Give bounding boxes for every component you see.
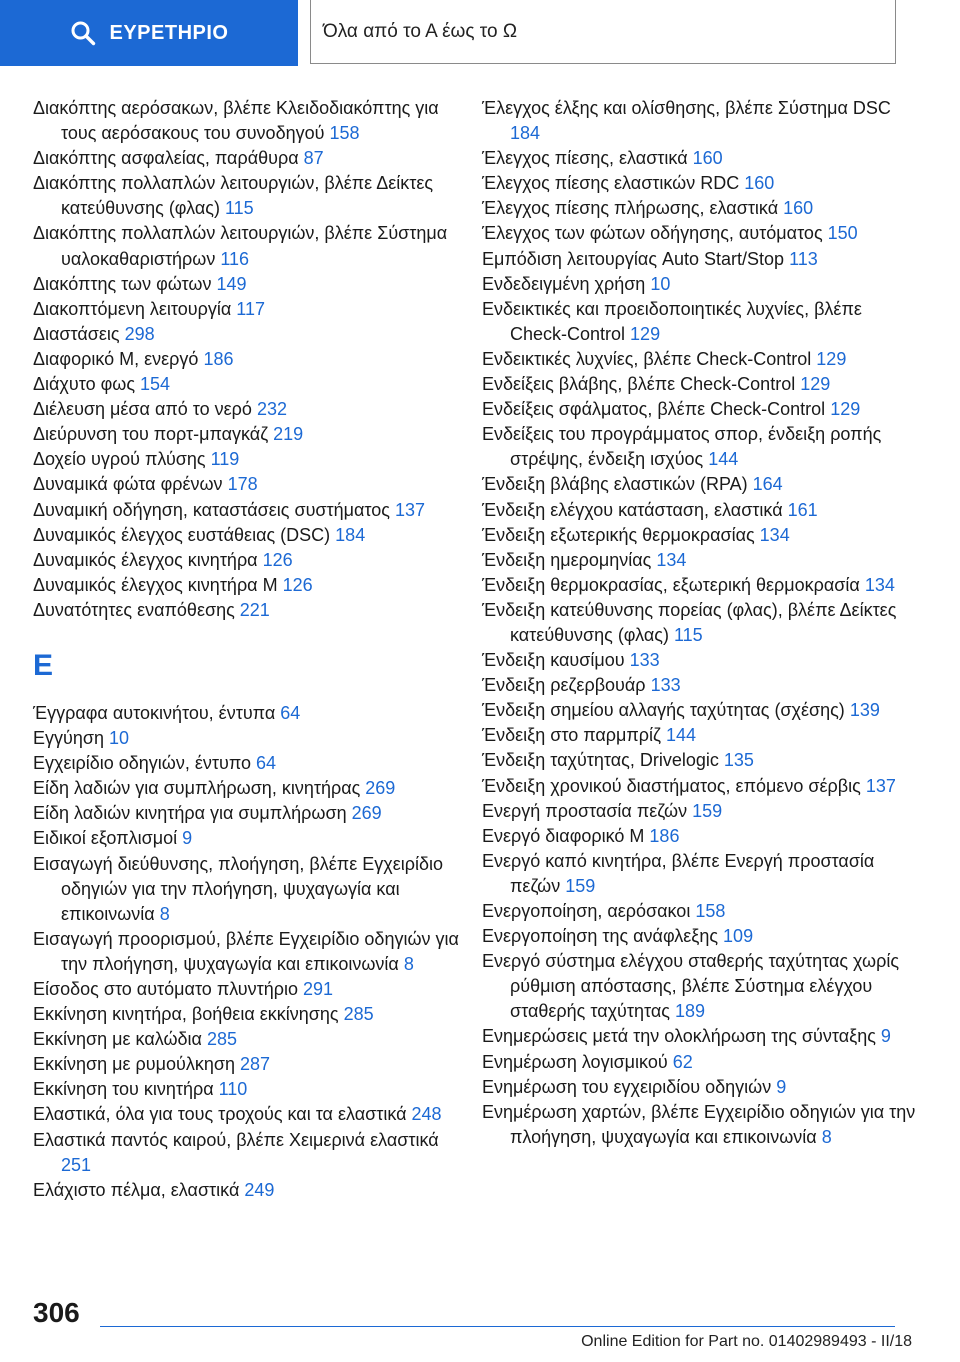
page-link[interactable]: 134	[864, 574, 895, 595]
page-link[interactable]: 9	[776, 1076, 787, 1097]
index-entry-text: Ένδειξη ημερομηνίας	[482, 549, 657, 570]
index-entry	[33, 397, 463, 422]
page-link[interactable]: 269	[351, 803, 382, 824]
index-entry-text: Έλεγχος πίεσης ελαστικών RDC	[482, 173, 745, 194]
index-entry	[33, 1128, 463, 1178]
page-link[interactable]: 158	[329, 123, 360, 144]
index-column-left	[33, 96, 463, 1203]
index-entry-text: Εκκίνηση με καλώδια	[33, 1029, 207, 1050]
page-link[interactable]: 160	[744, 173, 775, 194]
page-link[interactable]: 139	[849, 700, 880, 721]
index-entry-text: Ελάχιστο πέλμα, ελαστικά	[33, 1179, 245, 1200]
index-entry-text: Ειδικοί εξοπλισμοί	[33, 828, 183, 849]
index-entry	[482, 849, 922, 899]
page-link[interactable]: 8	[159, 903, 170, 924]
index-entry	[482, 347, 922, 372]
index-entry-text: Ενεργοποίηση, αερόσακοι	[482, 901, 696, 921]
index-entry	[482, 598, 922, 648]
index-entry	[482, 221, 922, 246]
index-entry	[33, 472, 463, 497]
index-entry	[33, 322, 463, 347]
index-entry-text: Ένδειξη καυσίμου	[482, 650, 630, 671]
page-link[interactable]: 249	[244, 1179, 275, 1200]
index-entry-text: Διακοπτόμενη λειτουργία	[33, 298, 237, 319]
page-link[interactable]: 115	[673, 624, 703, 645]
index-entry	[33, 498, 463, 523]
page-link[interactable]: 221	[239, 599, 270, 620]
page-link[interactable]: 133	[629, 650, 660, 671]
page-link[interactable]: 119	[210, 449, 240, 470]
page-link[interactable]: 8	[821, 1126, 832, 1147]
index-entry-text: Διέλευση μέσα από το νερό	[33, 399, 257, 420]
index-entry	[482, 748, 922, 773]
index-entry	[482, 247, 922, 272]
page-link[interactable]: 298	[124, 323, 155, 344]
a-to-z-tab[interactable]	[310, 0, 896, 64]
page-number: 306	[33, 1297, 80, 1328]
page-link[interactable]: 159	[692, 800, 723, 821]
index-entry	[482, 272, 922, 297]
page-link[interactable]: 10	[108, 728, 130, 749]
section-letter-heading: E	[33, 648, 54, 682]
index-entry-text: Δυνατότητες εναπόθεσης	[33, 599, 240, 620]
index-entry-text: Διακόπτης πολλαπλών λειτουργιών, βλέπε Σύστημα υαλοκαθαριστήρων	[33, 223, 448, 269]
index-entry-text: Ένδειξη βλάβης ελαστικών (RPA)	[482, 474, 753, 495]
index-entry	[482, 397, 922, 422]
index-entry	[482, 523, 922, 548]
index-entry	[482, 196, 922, 221]
footer-divider	[100, 1326, 895, 1327]
index-entry-text: Ένδειξη στο παρμπρίζ	[482, 725, 666, 746]
index-tab-label: ΕΥΡΕΤΗΡΙΟ	[109, 21, 229, 44]
index-entry	[482, 472, 922, 497]
index-entry	[33, 548, 463, 573]
index-entry	[33, 1002, 463, 1027]
index-entry-text: Ένδειξη χρονικού διαστήματος, επόμενο σέρβις	[482, 775, 866, 796]
index-entry	[33, 977, 463, 1002]
index-entry-text: Ένδειξη θερμοκρασίας, εξωτερική θερμοκρασία	[482, 574, 865, 595]
page-link[interactable]: 10	[650, 273, 671, 294]
page-link[interactable]: 160	[783, 198, 814, 219]
index-entry-text: Ένδειξη σημείου αλλαγής ταχύτητας (σχέσης)	[482, 700, 850, 721]
index-entry	[33, 422, 463, 447]
page-link[interactable]: 144	[665, 725, 697, 746]
index-entry	[482, 146, 922, 171]
index-entry-text: Ένδειξη ελέγχου κατάσταση, ελαστικά	[482, 499, 788, 520]
index-entry-text: Έγγραφα αυτοκινήτου, έντυπα	[33, 702, 281, 723]
index-entry	[33, 801, 463, 826]
index-entry-text: Ενημέρωση χαρτών, βλέπε Εγχειρίδιο οδηγιών για την πλοήγηση, ψυχαγωγία και επικοινωνία	[482, 1101, 916, 1147]
page-link[interactable]: 9	[182, 828, 193, 849]
page-link[interactable]: 109	[723, 926, 754, 947]
page-link[interactable]: 126	[262, 549, 293, 570]
page-link[interactable]: 291	[303, 979, 334, 999]
index-entry	[33, 751, 463, 776]
page-link[interactable]: 251	[61, 1154, 92, 1175]
page-link[interactable]: 160	[692, 148, 723, 169]
index-entry	[482, 1100, 922, 1150]
index-entry	[33, 1102, 463, 1127]
index-entry-text: Ενδεδειγμένη χρήση	[482, 273, 651, 294]
index-entry-text: Ενημέρωση του εγχειριδίου οδηγιών	[482, 1076, 777, 1097]
index-entry	[33, 701, 463, 726]
page-link[interactable]: 186	[203, 348, 234, 369]
page-link[interactable]: 186	[649, 825, 680, 846]
index-entry	[33, 171, 463, 221]
index-entry	[482, 799, 922, 824]
page-link[interactable]: 150	[827, 223, 858, 244]
index-entry	[482, 372, 922, 397]
page-link[interactable]: 159	[565, 875, 596, 896]
index-entry	[33, 272, 463, 297]
page-link[interactable]: 184	[510, 123, 541, 144]
index-entry-text: Ένδειξη κατεύθυνσης πορείας (φλας), βλέπε Δείκτες κατεύθυνσης (φλας)	[482, 599, 897, 645]
page-link[interactable]: 134	[759, 524, 790, 545]
index-entry	[482, 899, 922, 924]
index-entry-text: Έλεγχος έλξης και ολίσθησης, βλέπε Σύστημα DSC	[482, 98, 891, 118]
page-link[interactable]: 137	[865, 775, 896, 796]
index-entry	[33, 146, 463, 171]
page-link[interactable]: 129	[630, 323, 661, 344]
index-entry-text: Εκκίνηση κινητήρα, βοήθεια εκκίνησης	[33, 1004, 344, 1025]
index-entry	[33, 776, 463, 801]
page-link[interactable]: 134	[656, 549, 687, 570]
index-entry-text: Διεύρυνση του πορτ-μπαγκάζ	[33, 424, 274, 445]
index-entry-text: Δυναμικός έλεγχος ευστάθειας (DSC)	[33, 524, 336, 545]
page-link[interactable]: 126	[282, 574, 313, 595]
index-entry-text: Είδη λαδιών για συμπλήρωση, κινητήρας	[33, 778, 366, 799]
index-entry-text: Έλεγχος των φώτων οδήγησης, αυτόματος	[482, 223, 828, 244]
index-entry	[482, 573, 922, 598]
page-link[interactable]: 133	[650, 675, 681, 696]
page-link[interactable]: 149	[216, 273, 247, 294]
page-link[interactable]: 154	[140, 374, 171, 395]
page-link[interactable]: 64	[280, 702, 301, 723]
index-entry-text: Εκκίνηση του κινητήρα	[33, 1079, 219, 1100]
header	[0, 0, 960, 66]
page-link[interactable]: 9	[880, 1026, 891, 1047]
page-link[interactable]: 129	[816, 348, 847, 369]
index-entry	[482, 498, 922, 523]
index-entry	[33, 297, 463, 322]
page-link[interactable]: 232	[256, 399, 287, 420]
index-entry-text: Διαστάσεις	[33, 323, 125, 344]
index-entry	[33, 573, 463, 598]
index-entry-text: Ενημέρωση λογισμικού	[482, 1051, 673, 1072]
index-entry-text: Δυναμικά φώτα φρένων	[33, 474, 228, 495]
index-entry	[482, 774, 922, 799]
index-entry	[482, 648, 922, 673]
index-entry	[482, 924, 922, 949]
index-entry-text: Ενδεικτικές και προειδοποιητικές λυχνίες, βλέπε Check-Control	[482, 298, 862, 344]
index-entry	[33, 221, 463, 271]
index-entry-text: Εμπόδιση λειτουργίας Auto Start/Stop	[482, 248, 790, 269]
index-entry-text: Ένδειξη ρεζερβουάρ	[482, 675, 651, 696]
index-entry-text: Ενδείξεις σφάλματος, βλέπε Check-Control	[482, 399, 831, 420]
index-entry-text: Ελαστικά παντός καιρού, βλέπε Χειμερινά ελαστικά	[33, 1129, 439, 1150]
page-link[interactable]: 117	[236, 298, 265, 319]
search-icon	[70, 20, 96, 46]
index-entry	[482, 1024, 922, 1049]
page-link[interactable]: 110	[218, 1079, 248, 1100]
index-entry	[33, 523, 463, 548]
index-entry	[33, 1052, 463, 1077]
index-entry-text: Ενεργή προστασία πεζών	[482, 800, 693, 821]
index-entry-text: Εισαγωγή προορισμού, βλέπε Εγχειρίδιο οδηγιών για την πλοήγηση, ψυχαγωγία και επικοινωνία	[33, 928, 459, 974]
index-entry-text: Είσοδος στο αυτόματο πλυντήριο	[33, 979, 304, 999]
index-entry	[33, 598, 463, 623]
index-entry	[33, 826, 463, 851]
index-entry-text: Έλεγχος πίεσης πλήρωσης, ελαστικά	[482, 198, 784, 219]
index-entry-text: Εισαγωγή διεύθυνσης, πλοήγηση, βλέπε Εγχειρίδιο οδηγιών για την πλοήγηση, ψυχαγωγία και επικοινωνία	[33, 853, 443, 924]
index-entry-text: Ενδείξεις βλάβης, βλέπε Check-Control	[482, 374, 801, 395]
index-entry-text: Ενεργοποίηση της ανάφλεξης	[482, 926, 724, 947]
page-link[interactable]: 164	[752, 474, 783, 495]
page-link[interactable]: 178	[227, 474, 258, 495]
page-link[interactable]: 113	[789, 248, 818, 269]
page-link[interactable]: 285	[206, 1029, 237, 1050]
index-entry-text: Δυναμικός έλεγχος κινητήρα M	[33, 574, 283, 595]
index-entry	[482, 1075, 922, 1100]
index-entry-text: Διακόπτης ασφαλείας, παράθυρα	[33, 148, 304, 169]
page-link[interactable]: 115	[224, 198, 254, 219]
edition-text: Online Edition for Part no. 01402989493 - II/18	[581, 1333, 912, 1350]
index-entry-text: Ενεργό καπό κινητήρα, βλέπε Ενεργή προστασία πεζών	[482, 850, 875, 896]
page-link[interactable]: 129	[800, 374, 831, 395]
page-link[interactable]: 144	[708, 449, 739, 470]
index-entry	[482, 171, 922, 196]
index-entry	[482, 949, 922, 1024]
page-link[interactable]: 137	[394, 499, 426, 520]
index-entry	[482, 673, 922, 698]
a-to-z-tab-label: Όλα από το Α έως το Ω	[323, 20, 518, 42]
index-entry-text: Εκκίνηση με ρυμούλκηση	[33, 1054, 240, 1075]
index-entry-text: Δοχείο υγρού πλύσης	[33, 449, 211, 470]
index-tab[interactable]	[0, 0, 298, 66]
index-entry-text: Δυναμικός έλεγχος κινητήρα	[33, 549, 263, 570]
index-entry-text: Ενδεικτικές λυχνίες, βλέπε Check-Control	[482, 348, 817, 369]
index-entry	[33, 347, 463, 372]
index-entry	[33, 447, 463, 472]
index-entry-text: Διακόπτης των φώτων	[33, 273, 217, 294]
index-entry-text: Ενεργό σύστημα ελέγχου σταθερής ταχύτητας χωρίς ρύθμιση απόστασης, βλέπε Σύστημα ελέγχου σταθερής ταχύτητας	[482, 951, 899, 1022]
page-link[interactable]: 129	[830, 399, 861, 420]
index-entry	[33, 1027, 463, 1052]
index-entry	[482, 723, 922, 748]
index-entry-text: Εγχειρίδιο οδηγιών, έντυπο	[33, 753, 256, 774]
page-link[interactable]: 161	[787, 499, 818, 520]
page-link[interactable]: 219	[273, 424, 304, 445]
index-entry	[33, 1178, 463, 1203]
page-link[interactable]: 184	[335, 524, 366, 545]
index-entry-text: Ενημερώσεις μετά την ολοκλήρωση της σύνταξης	[482, 1026, 881, 1047]
index-column-right	[482, 96, 922, 1150]
page-link[interactable]: 158	[695, 901, 726, 921]
index-entry-text: Δυναμική οδήγηση, καταστάσεις συστήματος	[33, 499, 395, 520]
page-link[interactable]: 62	[672, 1051, 693, 1072]
index-entry-text: Διακόπτης πολλαπλών λειτουργιών, βλέπε Δείκτες κατεύθυνσης (φλας)	[33, 173, 434, 219]
page-link[interactable]: 8	[403, 953, 414, 974]
index-entry	[482, 548, 922, 573]
index-entry-text: Εγγύηση	[33, 728, 109, 749]
index-entry-text: Ενεργό διαφορικό M	[482, 825, 650, 846]
index-entry-text: Είδη λαδιών κινητήρα για συμπλήρωση	[33, 803, 352, 824]
index-entry	[33, 1077, 463, 1102]
page-link[interactable]: 64	[256, 753, 277, 774]
index-entry	[33, 927, 463, 977]
index-entry-text: Ένδειξη εξωτερικής θερμοκρασίας	[482, 524, 760, 545]
index-entry-text: Διαφορικό M, ενεργό	[33, 348, 204, 369]
page-link[interactable]: 87	[303, 148, 324, 169]
index-entry	[482, 422, 922, 472]
index-entry-text: Ενδείξεις του προγράμματος σπορ, ένδειξη ροπής στρέψης, ένδειξη ισχύος	[482, 424, 882, 470]
index-entry	[33, 852, 463, 927]
page-link[interactable]: 287	[239, 1054, 271, 1075]
page-link[interactable]: 116	[220, 248, 250, 269]
page-link[interactable]: 135	[723, 750, 754, 771]
index-entry	[482, 698, 922, 723]
index-entry	[482, 297, 922, 347]
index-entry-text: Ελαστικά, όλα για τους τροχούς και τα ελαστικά	[33, 1104, 412, 1125]
index-entry-text: Διάχυτο φως	[33, 374, 140, 395]
page-link[interactable]: 248	[411, 1104, 442, 1125]
page-link[interactable]: 285	[343, 1004, 374, 1025]
page-link[interactable]: 189	[674, 1001, 705, 1022]
index-entry	[33, 726, 463, 751]
index-entry-text: Ένδειξη ταχύτητας, Drivelogic	[482, 750, 724, 771]
index-entry	[482, 1050, 922, 1075]
index-entry-text: Έλεγχος πίεσης, ελαστικά	[482, 148, 693, 169]
index-entry	[33, 96, 463, 146]
index-entry	[482, 824, 922, 849]
index-entry-text: Διακόπτης αερόσακων, βλέπε Κλειδοδιακόπτης για τους αερόσακους του συνοδηγού	[33, 98, 439, 144]
page-link[interactable]: 269	[365, 778, 396, 799]
index-entry	[482, 96, 922, 146]
index-entry	[33, 372, 463, 397]
